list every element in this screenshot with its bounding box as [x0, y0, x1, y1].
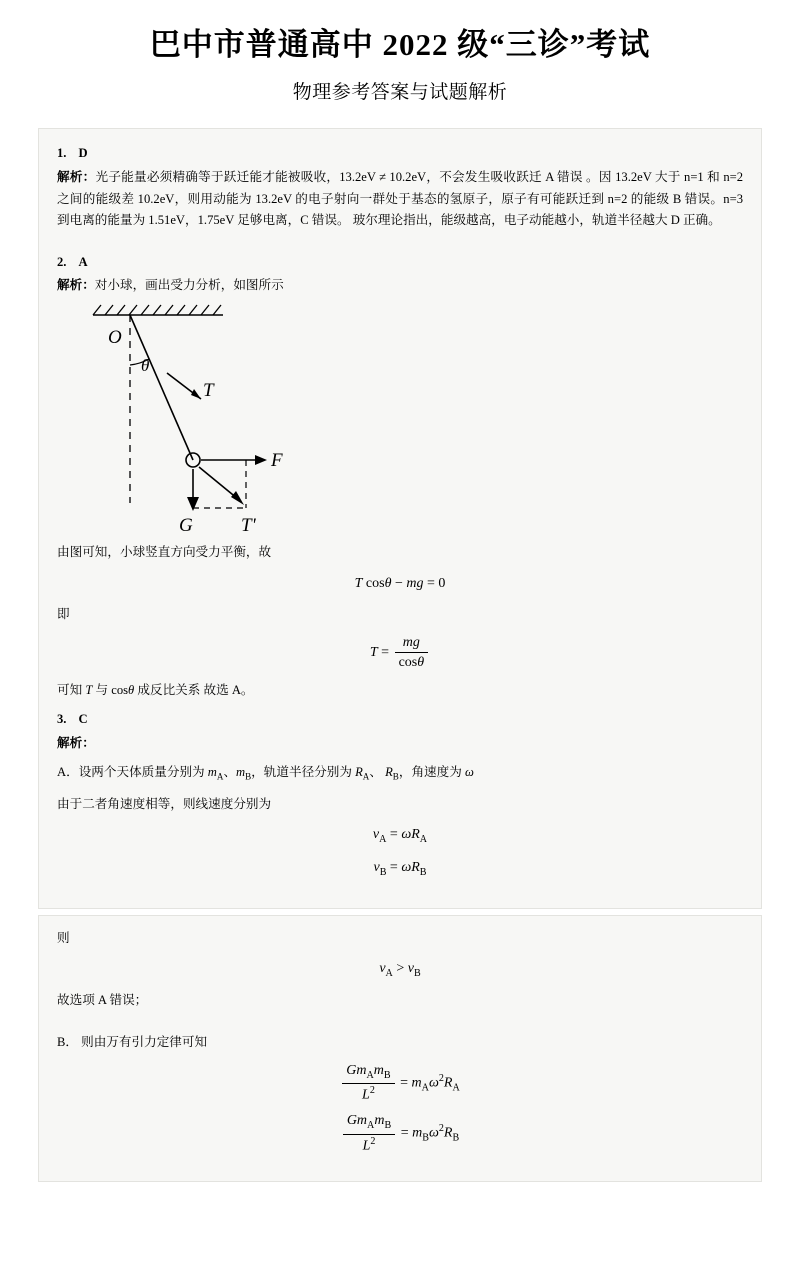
figure-label-tension: T	[203, 380, 214, 402]
question-3-equation-b2: $\frac{Gm_Am_B}{L^2}$ = $m_B\omega^2R_B$	[57, 1112, 743, 1155]
question-3-equation-va: $v_A = \omega R_A$	[372, 827, 428, 846]
figure-label-tension-component: T'	[241, 515, 256, 537]
figure-label-force: F	[271, 450, 283, 472]
page-title: 巴中市普通高中 2022 级“三诊”考试	[149, 27, 651, 62]
question-2-number-row	[57, 252, 743, 274]
question-2-solution-label: 解析：	[57, 278, 95, 293]
question-2-after-figure-text: 由图可知，小球竖直方向受力平衡，故	[57, 545, 272, 560]
question-3-option-a-conclusion: 故选项 A 错误；	[57, 993, 148, 1008]
question-2-equation-1: T cosθ − mg = 0	[354, 575, 446, 591]
question-3-option-a-text2: 由于二者角速度相等，则线速度分别为	[57, 796, 272, 811]
question-3-equation-b1: $\frac{Gm_Am_B}{L^2}$ = $m_A\omega^2R_A$	[57, 1062, 743, 1105]
question-1-number-row	[57, 143, 743, 165]
question-3-option-a-text: A．设两个天体质量分别为 $m_A$、$m_B$，轨道半径分别为 $R_A$、 $R_B$，角速度为 ω	[57, 765, 474, 782]
question-1-solution-label: 解析：	[57, 169, 96, 184]
question-2-number: 2.	[57, 254, 67, 269]
page-subtitle: 物理参考答案与试题解析	[292, 82, 508, 104]
question-3-equation-vb: $v_B = \omega R_B$	[373, 860, 427, 879]
question-1	[57, 143, 743, 232]
question-2-solution-text: 对小球，画出受力分析，如图所示	[94, 278, 284, 293]
question-2	[57, 252, 743, 701]
question-3-solution-label: 解析：	[57, 735, 95, 750]
force-diagram-svg	[75, 303, 355, 538]
answers-block-1	[38, 128, 762, 908]
question-1-solution-text: 光子能量必须精确等于跃迁能才能被吸收，13.2eV ≠ 10.2eV，不会发生吸收跃迁 A 错误 。因 13.2eV 大于 n=1 和 n=2 之间的能级差 10.2eV，则用动能为 13.2eV 的电子射向一群处于基态的氢原子，原子有可能跃迁到 n=2 的能级 B 错误。n=3 到电离的能量为 1.51eV，1.75eV 足够电离，C 错误。 玻尔理论指出，能级越高，电子动能越小，轨道半径越大 D 正确。	[57, 169, 744, 228]
question-3-answer: C	[78, 712, 88, 727]
question-2-mid-text: 即	[57, 606, 70, 621]
question-1-answer: D	[78, 146, 88, 161]
question-3-number-row	[57, 709, 743, 731]
question-3-equation-compare: $v_A > v_B$	[379, 961, 421, 979]
document-header	[0, 0, 800, 104]
figure-label-theta: θ	[141, 356, 150, 376]
figure-label-gravity: G	[179, 515, 193, 537]
question-3-number: 3.	[57, 712, 67, 727]
question-2-conclusion: 可知 T 与 cosθ 成反比关系 故选 A。	[57, 682, 254, 697]
question-3-option-b-text: B． 则由万有引力定律可知	[57, 1034, 208, 1049]
answers-block-2	[38, 915, 762, 1182]
question-2-solution	[57, 275, 743, 297]
question-3	[57, 709, 743, 881]
question-1-solution	[57, 167, 743, 232]
question-1-number: 1.	[57, 146, 67, 161]
ball-on-string-force-diagram	[75, 303, 355, 538]
question-2-answer: A	[78, 254, 88, 269]
figure-label-pivot: O	[108, 327, 122, 349]
question-3-then-label: 则	[57, 930, 70, 945]
question-2-equation-2: T = $\frac{mg}{\cos\theta}$	[57, 634, 743, 672]
